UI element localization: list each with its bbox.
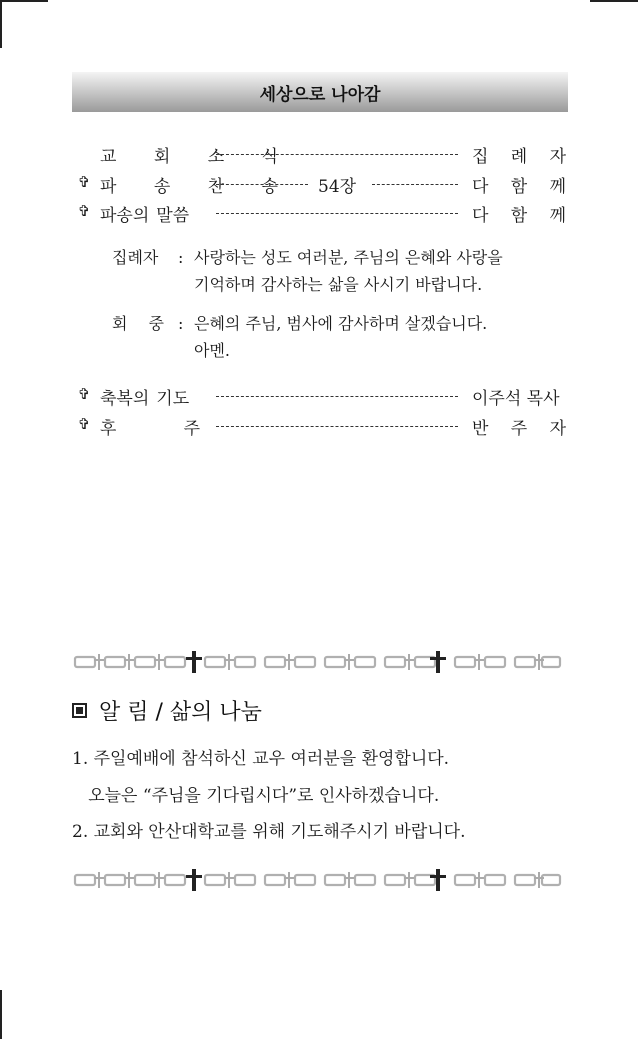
- hymn-number: 54장: [318, 177, 357, 197]
- crop-mark-bottom-left: [0, 990, 2, 1039]
- order-leader: 이주석 목사: [472, 389, 560, 409]
- order-label: 축복의 기도: [100, 389, 190, 409]
- order-leader: 다 함 께: [472, 206, 566, 226]
- dotted-leader: [216, 184, 308, 185]
- section-header: [72, 72, 568, 112]
- order-label: 교 회 소 식: [100, 147, 278, 167]
- chain-cross-divider: [72, 868, 562, 892]
- order-leader: 반 주 자: [472, 419, 566, 439]
- dotted-leader: [216, 213, 458, 214]
- dotted-leader: [216, 426, 458, 427]
- order-row-announcements: [76, 142, 566, 166]
- chain-cross-divider: [72, 650, 562, 674]
- order-row-sending-hymn: [76, 172, 566, 196]
- order-leader: 집 례 자: [472, 147, 566, 167]
- order-label: 후 주: [100, 419, 200, 439]
- cross-icon: ✞: [77, 415, 91, 433]
- order-row-benediction: [76, 384, 566, 408]
- response-text: 은혜의 주님, 범사에 감사하며 살겠습니다. 아멘.: [194, 314, 488, 360]
- notice-item-2: 2. 교회와 안산대학교를 위해 기도해주시기 바랍니다.: [72, 822, 466, 842]
- order-label: 파송의 말씀: [100, 206, 190, 226]
- notice-item-1-cont: 오늘은 “주님을 기다립시다”로 인사하겠습니다.: [72, 786, 440, 806]
- cross-icon: ✞: [77, 385, 91, 403]
- cross-icon: ✞: [77, 173, 91, 191]
- order-row-sending-word: [76, 201, 566, 225]
- chain-links: [75, 657, 560, 667]
- crop-mark-top-right: [590, 0, 638, 2]
- dotted-leader: [216, 154, 458, 155]
- order-label: 파 송 찬 송: [100, 177, 278, 197]
- order-leader: 다 함 께: [472, 177, 566, 197]
- notices-title: 알 림 / 삶의 나눔: [99, 700, 262, 725]
- crop-mark-top-left-h: [0, 0, 48, 2]
- response-colon: :: [178, 248, 184, 267]
- response-text: 사랑하는 성도 여러분, 주님의 은혜와 사랑을 기억하며 감사하는 삶을 사시기 바랍니다.: [194, 248, 503, 294]
- dotted-leader: [372, 184, 458, 185]
- section-title: 세상으로 나아감: [259, 84, 381, 105]
- crop-mark-top-left: [0, 0, 2, 48]
- response-speaker: 회 중: [112, 314, 164, 333]
- dotted-leader: [216, 396, 458, 397]
- cross-icon: ✞: [77, 202, 91, 220]
- chain-links: [75, 875, 560, 885]
- notices-heading: [72, 695, 262, 726]
- small-cross-marks: [94, 654, 544, 670]
- small-cross-marks: [94, 872, 544, 888]
- square-bullet-icon: [72, 703, 87, 718]
- response-speaker: 집례자: [112, 248, 159, 267]
- response-colon: :: [178, 314, 184, 333]
- response-leader: [112, 244, 562, 300]
- response-congregation: [112, 310, 562, 366]
- order-row-postlude: [76, 414, 566, 438]
- notice-item-1: 1. 주일예배에 참석하신 교우 여러분을 환영합니다.: [72, 749, 450, 769]
